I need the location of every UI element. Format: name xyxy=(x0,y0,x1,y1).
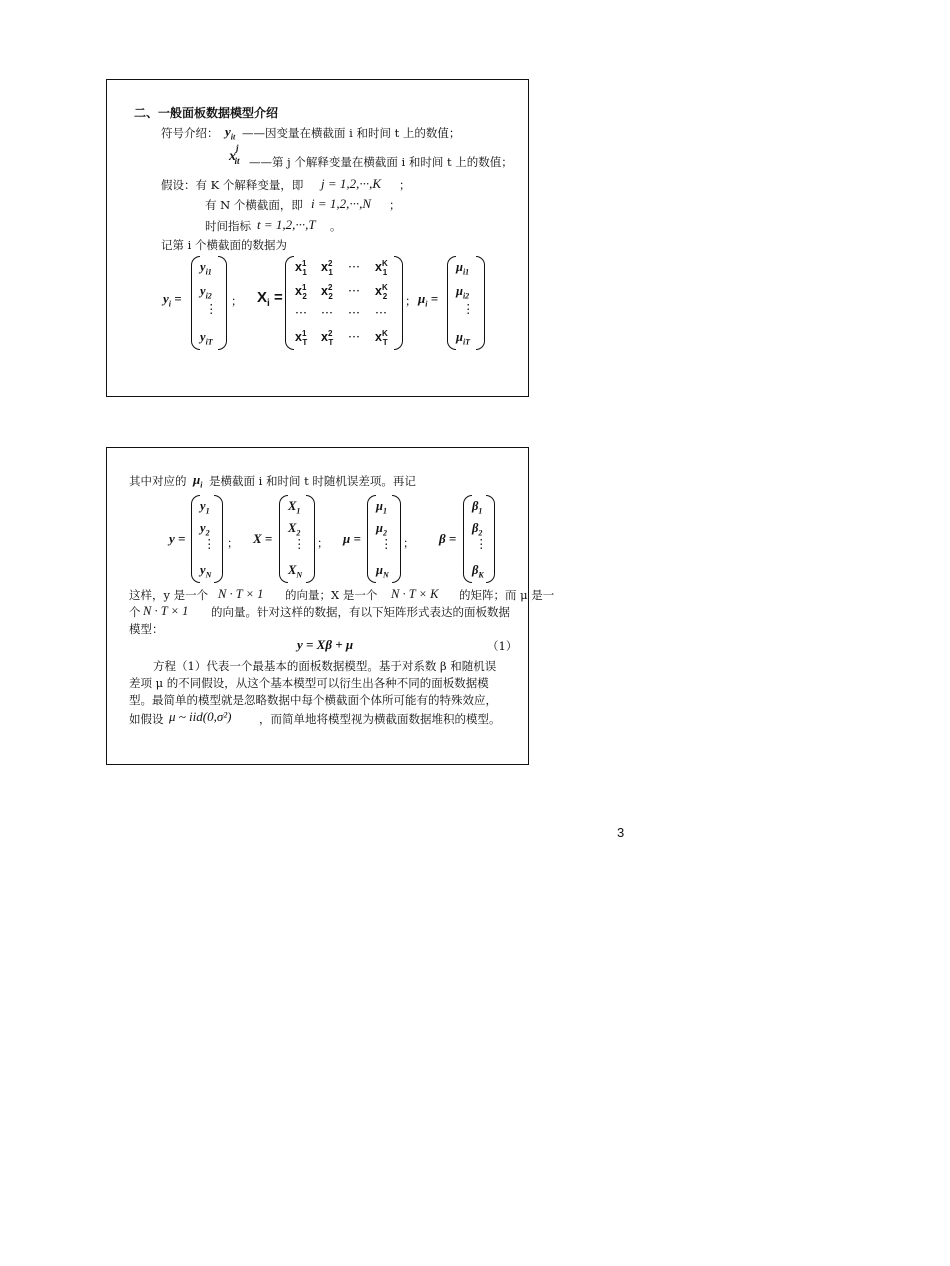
period-t: 。 xyxy=(330,219,342,233)
sep-x: ； xyxy=(317,536,329,550)
para2-line1: 方程（1）代表一个最基本的面板数据模型。基于对系数 β 和随机误 xyxy=(153,659,497,673)
para1-line1-a: 这样，y 是一个 xyxy=(129,588,209,602)
equation-1: y = Xβ + μ xyxy=(297,637,354,652)
y-definition: ——因变量在横截面 i 和时间 t 上的数值； xyxy=(242,126,461,140)
para1-line1-b: 的向量；X 是一个 xyxy=(285,588,378,602)
ntx1-math-b: N · T × 1 xyxy=(143,604,189,618)
assumption-t: 时间指标 xyxy=(205,219,251,233)
equation-1-number: （1） xyxy=(487,639,518,653)
assumption-k-math: j = 1,2,···,K xyxy=(321,176,382,191)
yi-vector: $y_{i1}$ $y_{i2}$ ⋮ $y_{iT}$ xyxy=(191,256,227,350)
data-intro: 记第 i 个横截面的数据为 xyxy=(161,238,287,252)
beta-lhs: β = xyxy=(439,531,457,546)
ntx1-math-a: N · T × 1 xyxy=(218,587,264,601)
slide-2 xyxy=(106,447,555,765)
sep-k: ； xyxy=(399,178,411,192)
x-vector: $X_1$ $X_2$ ⋮ $X_N$ xyxy=(279,495,315,583)
sep-yi: ； xyxy=(231,294,243,308)
para1-line3: 模型： xyxy=(129,622,164,636)
y-vector: $y_1$ $y_2$ ⋮ $y_N$ xyxy=(191,495,223,583)
sep-y: ； xyxy=(227,536,239,550)
x-it-j-symbol: $x^j_{it}$ xyxy=(229,143,240,166)
section-heading: 二、一般面板数据模型介绍 xyxy=(134,106,279,120)
para1-line2-b: 的向量。针对这样的数据，有以下矩阵形式表达的面板数据 xyxy=(211,605,510,619)
mu-lhs: μ = xyxy=(343,531,361,546)
sep-xi: ； xyxy=(405,294,417,308)
yi-lhs: $y_i$ = xyxy=(163,291,182,309)
ntxk-math: N · T × K xyxy=(391,587,439,601)
para1-line2-a: 个 xyxy=(129,605,141,619)
symbol-intro-label: 符号介绍： xyxy=(161,126,219,140)
mu-vector: $\mu_1$ $\mu_2$ ⋮ $\mu_N$ xyxy=(367,495,401,583)
y-it-symbol: $y_{it}$ xyxy=(225,124,236,142)
beta-vector: $\beta_1$ $\beta_2$ ⋮ $\beta_K$ xyxy=(463,495,495,583)
page-number: 3 xyxy=(617,825,625,840)
y-lhs: y = xyxy=(169,531,186,546)
slide-1 xyxy=(106,79,529,397)
error-intro-b: 是横截面 i 和时间 t 时随机误差项。再记 xyxy=(209,474,416,488)
error-intro-a: 其中对应的 xyxy=(129,474,187,488)
assumption-k: 假设：有 K 个解释变量，即 xyxy=(161,178,304,192)
assumption-n-math: i = 1,2,···,N xyxy=(311,196,372,211)
x-definition: ——第 j 个解释变量在横截面 i 和时间 t 上的数值； xyxy=(249,155,513,169)
mu-i-inline: $\mu_i$ xyxy=(193,472,203,490)
para2-line2: 差项 μ 的不同假设，从这个基本模型可以衍生出各种不同的面板数据模 xyxy=(129,676,489,690)
para1-line1-c: 的矩阵；而 μ 是一 xyxy=(459,588,555,602)
assumption-t-math: t = 1,2,···,T xyxy=(257,217,316,232)
xi-matrix: $x^1_1$ $x^2_1$ ··· $x^K_1$ $x^1_2$ $x^2_2$ ··· $x^K_2$ ··· ··· ··· ··· $x^1_T$ $x^2_T$ ··· $x^K_T$ xyxy=(285,256,403,350)
para2-line4-b: ，而简单地将模型视为横截面数据堆积的模型。 xyxy=(259,712,501,726)
iid-math: μ ~ iid(0,σ²) xyxy=(169,709,232,724)
sep-n: ； xyxy=(389,198,401,212)
sep-mu: ； xyxy=(403,536,415,550)
assumption-n: 有 N 个横截面，即 xyxy=(205,198,303,212)
mui-lhs: $\mu_i$ = xyxy=(418,291,439,309)
para2-line4-a: 如假设 xyxy=(129,712,164,726)
para2-line3: 型。最简单的模型就是忽略数据中每个横截面个体所可能有的特殊效应， xyxy=(129,693,497,707)
xi-lhs: $X_i$ = xyxy=(257,289,283,309)
mui-vector: $\mu_{i1}$ $\mu_{i2}$ ⋮ $\mu_{iT}$ xyxy=(447,256,485,350)
x-lhs: X = xyxy=(253,531,273,546)
